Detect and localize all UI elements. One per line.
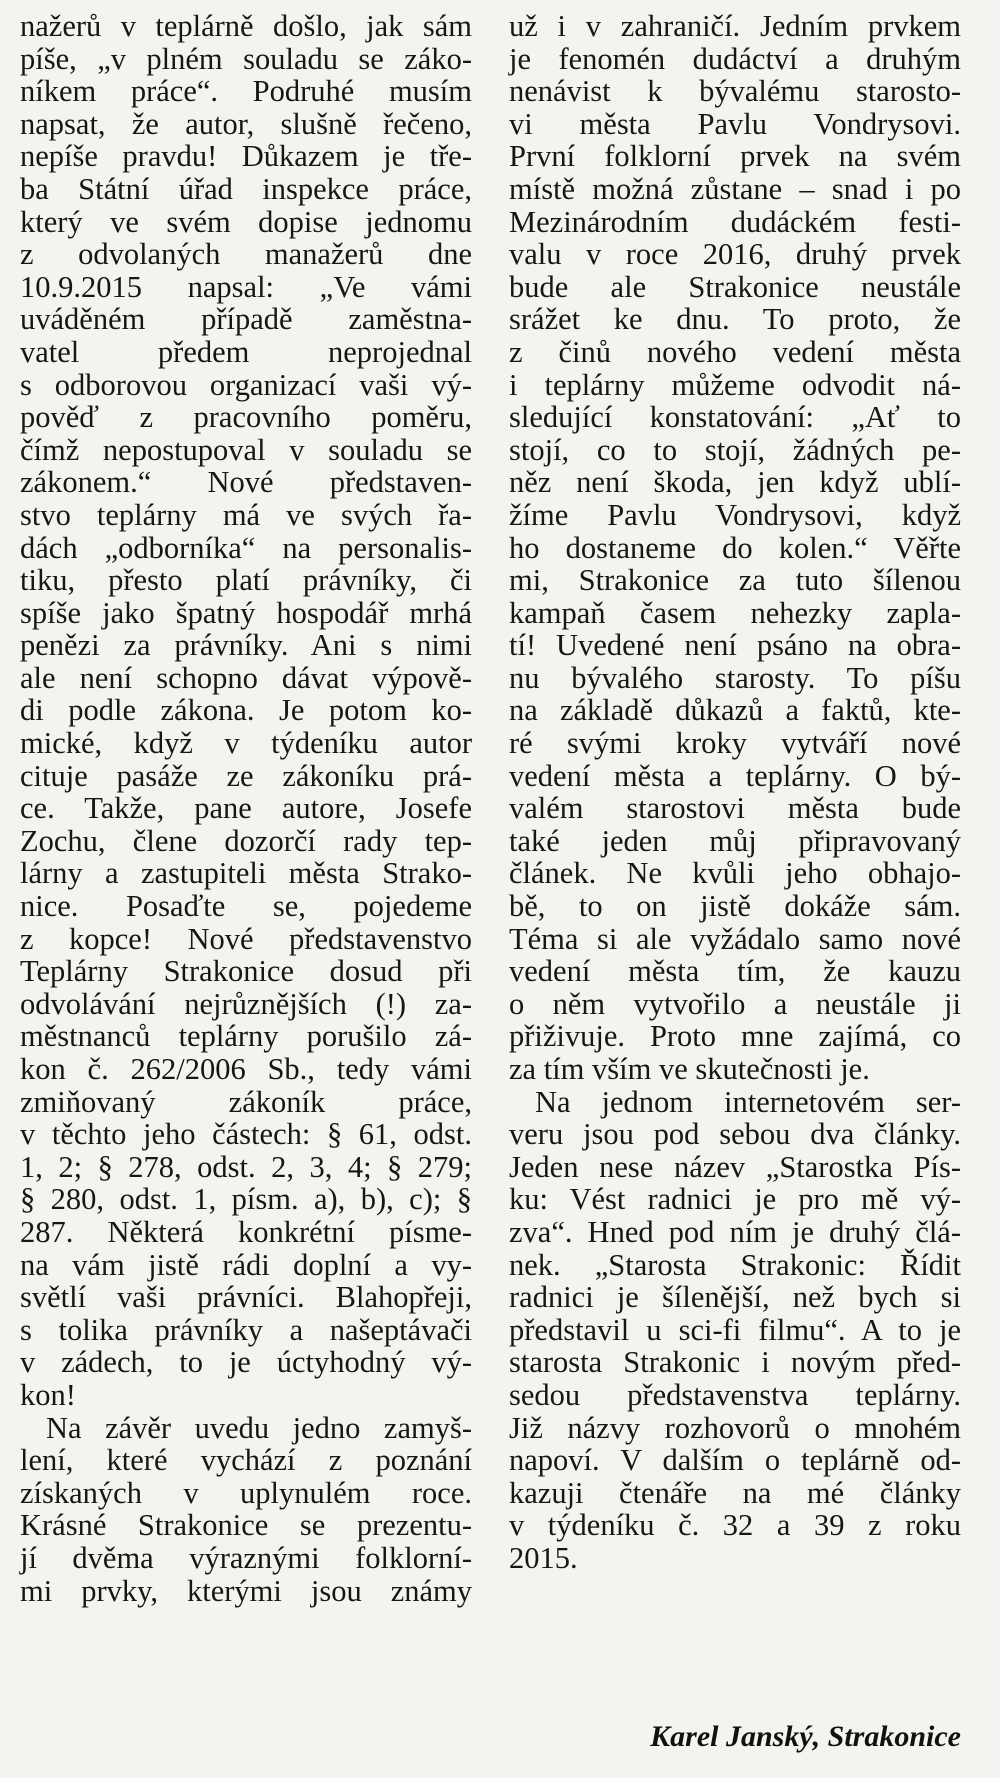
text-line: spíše jako špatný hospodář mrhá: [20, 595, 472, 630]
text-line: s tolika právníky a našeptávači: [20, 1312, 472, 1347]
text-line: nažerů v teplárně došlo, jak sám: [20, 9, 472, 43]
text-line: Téma si ale vyžádalo samo nové: [509, 921, 961, 956]
text-line: lení, které vychází z poznání: [20, 1443, 472, 1478]
text-line: Již názvy rozhovorů o mnohém: [509, 1410, 961, 1445]
text-line: za tím vším ve skutečnosti je.: [509, 1052, 870, 1086]
text-line: je fenomén dudáctví a druhým: [509, 41, 961, 76]
text-line: Krásné Strakonice se prezentu-: [20, 1508, 472, 1543]
text-line: sledující konstatování: „Ať to: [509, 400, 961, 435]
text-line: také jeden můj připravovaný: [509, 823, 961, 858]
text-line: nenávist k bývalému starosto-: [509, 74, 961, 109]
text-line: valu v roce 2016, druhý prvek: [509, 237, 961, 272]
text-line: jí dvěma výraznými folklorní-: [20, 1540, 472, 1575]
text-line: mické, když v týdeníku autor: [20, 726, 472, 761]
text-line: Zochu, člene dozorčí rady tep-: [20, 823, 472, 858]
text-line: zva“. Hned pod ním je druhý člá-: [509, 1214, 961, 1249]
text-line: Mezinárodním dudáckém festi-: [509, 204, 961, 239]
text-line: Na jednom internetovém ser-: [535, 1084, 961, 1119]
text-line: vedení města tím, že kauzu: [509, 954, 961, 989]
text-line: sedou představenstva teplárny.: [509, 1377, 961, 1412]
text-line: ale není schopno dávat výpově-: [20, 660, 472, 695]
text-line: penězi za právníky. Ani s nimi: [20, 628, 472, 663]
text-line: z činů nového vedení města: [509, 334, 961, 369]
text-line: cituje pasáže ze zákoníku prá-: [20, 758, 472, 793]
text-line: z odvolaných manažerů dne: [20, 237, 472, 272]
text-line: kampaň časem nehezky zapla-: [509, 595, 961, 630]
text-line: místě možná zůstane – snad i po: [509, 171, 961, 206]
text-line: bě, to on jistě dokáže sám.: [509, 889, 961, 924]
text-line: tí! Uvedené není psáno na obra-: [509, 628, 961, 663]
article-left-column: [20, 10, 472, 1607]
text-line: stvo teplárny má ve svých řa-: [20, 497, 472, 532]
text-line: v zádech, to je úctyhodný vý-: [20, 1345, 472, 1380]
text-line: získaných v uplynulém roce.: [20, 1475, 472, 1510]
text-line: nice. Posaďte se, pojedeme: [20, 889, 472, 924]
text-line: ba Státní úřad inspekce práce,: [20, 171, 472, 206]
text-line: představil u sci-fi filmu“. A to je: [509, 1312, 961, 1347]
text-line: na základě důkazů a faktů, kte-: [509, 693, 961, 728]
text-line: kon č. 262/2006 Sb., tedy vámi: [20, 1052, 472, 1086]
text-line: přiživuje. Proto mne zajímá, co: [509, 1019, 961, 1054]
article-right-column: [509, 10, 961, 1575]
text-line: 287. Některá konkrétní písme-: [20, 1214, 472, 1249]
text-line: z kopce! Nové představenstvo: [20, 921, 472, 956]
text-line: píše, „v plném souladu se záko-: [20, 41, 472, 76]
text-line: tiku, přesto platí právníky, či: [20, 563, 472, 598]
text-line: di podle zákona. Je potom ko-: [20, 693, 472, 728]
text-line: v týdeníku č. 32 a 39 z roku: [509, 1508, 961, 1543]
text-line: 10.9.2015 napsal: „Ve vámi: [20, 269, 472, 304]
text-line: srážet ke dnu. To proto, že: [509, 302, 961, 337]
text-line: čímž nepostupoval v souladu se: [20, 432, 472, 467]
text-line: článek. Ne kvůli jeho obhajo-: [509, 856, 961, 891]
text-line: napoví. V dalším o teplárně od-: [509, 1443, 961, 1478]
text-line: odvolávání nejrůznějších (!) za-: [20, 986, 472, 1021]
author-signature: Karel Janský, Strakonice: [650, 1720, 961, 1753]
text-line: ce. Takže, pane autore, Josefe: [20, 791, 472, 826]
text-line: s odborovou organizací vaši vý-: [20, 367, 472, 402]
text-line: napsat, že autor, slušně řečeno,: [20, 106, 472, 141]
text-line: kazuji čtenáře na mé články: [509, 1475, 961, 1510]
text-line: Jeden nese název „Starostka Pís-: [509, 1149, 961, 1184]
text-line: na vám jistě rádi doplní a vy-: [20, 1247, 472, 1282]
text-line: mi prvky, kterými jsou známy: [20, 1573, 472, 1608]
text-line: ku: Vést radnici je pro mě vý-: [509, 1182, 961, 1217]
text-line: starosta Strakonic i novým před-: [509, 1345, 961, 1380]
text-line: radnici je šílenější, než bych si: [509, 1280, 961, 1315]
text-line: mi, Strakonice za tuto šílenou: [509, 563, 961, 598]
text-line: veru jsou pod sebou dva články.: [509, 1117, 961, 1152]
text-line: Na závěr uvedu jedno zamyš-: [46, 1410, 472, 1445]
text-line: valém starostovi města bude: [509, 791, 961, 826]
text-line: zmiňovaný zákoník práce,: [20, 1084, 472, 1119]
text-line: Teplárny Strakonice dosud při: [20, 954, 472, 989]
text-line: 2015.: [509, 1540, 578, 1575]
text-line: něz není škoda, jen když ublí-: [509, 465, 961, 500]
text-line: § 280, odst. 1, písm. a), b), c); §: [20, 1182, 472, 1217]
text-line: v těchto jeho částech: § 61, odst.: [20, 1117, 472, 1152]
text-line: vatel předem neprojednal: [20, 334, 472, 369]
text-line: už i v zahraničí. Jedním prvkem: [509, 9, 961, 43]
text-line: ho dostaneme do kolen.“ Věřte: [509, 530, 961, 565]
text-line: uváděném případě zaměstna-: [20, 302, 472, 337]
text-line: 1, 2; § 278, odst. 2, 3, 4; § 279;: [20, 1149, 472, 1184]
text-line: dách „odborníka“ na personalis-: [20, 530, 472, 565]
text-line: níkem práce“. Podruhé musím: [20, 74, 472, 109]
text-line: zákonem.“ Nové představen-: [20, 465, 472, 500]
text-line: žíme Pavlu Vondrysovi, když: [509, 497, 961, 532]
text-line: bude ale Strakonice neustále: [509, 269, 961, 304]
text-line: pověď z pracovního poměru,: [20, 400, 472, 435]
text-line: i teplárny můžeme odvodit ná-: [509, 367, 961, 402]
text-line: světlí vaši právníci. Blahopřeji,: [20, 1280, 472, 1315]
text-line: První folklorní prvek na svém: [509, 139, 961, 174]
text-line: který ve svém dopise jednomu: [20, 204, 472, 239]
text-line: ré svými kroky vytváří nové: [509, 726, 961, 761]
text-line: vedení města a teplárny. O bý-: [509, 758, 961, 793]
text-line: nek. „Starosta Strakonic: Řídit: [509, 1247, 961, 1282]
text-line: kon!: [20, 1377, 76, 1412]
text-line: vi města Pavlu Vondrysovi.: [509, 106, 961, 141]
text-line: nepíše pravdu! Důkazem je tře-: [20, 139, 472, 174]
text-line: o něm vytvořilo a neustále ji: [509, 986, 961, 1021]
text-line: nu bývalého starosty. To píšu: [509, 660, 961, 695]
text-line: stojí, co to stojí, žádných pe-: [509, 432, 961, 467]
text-line: městnanců teplárny porušilo zá-: [20, 1019, 472, 1054]
text-line: lárny a zastupiteli města Strako-: [20, 856, 472, 891]
